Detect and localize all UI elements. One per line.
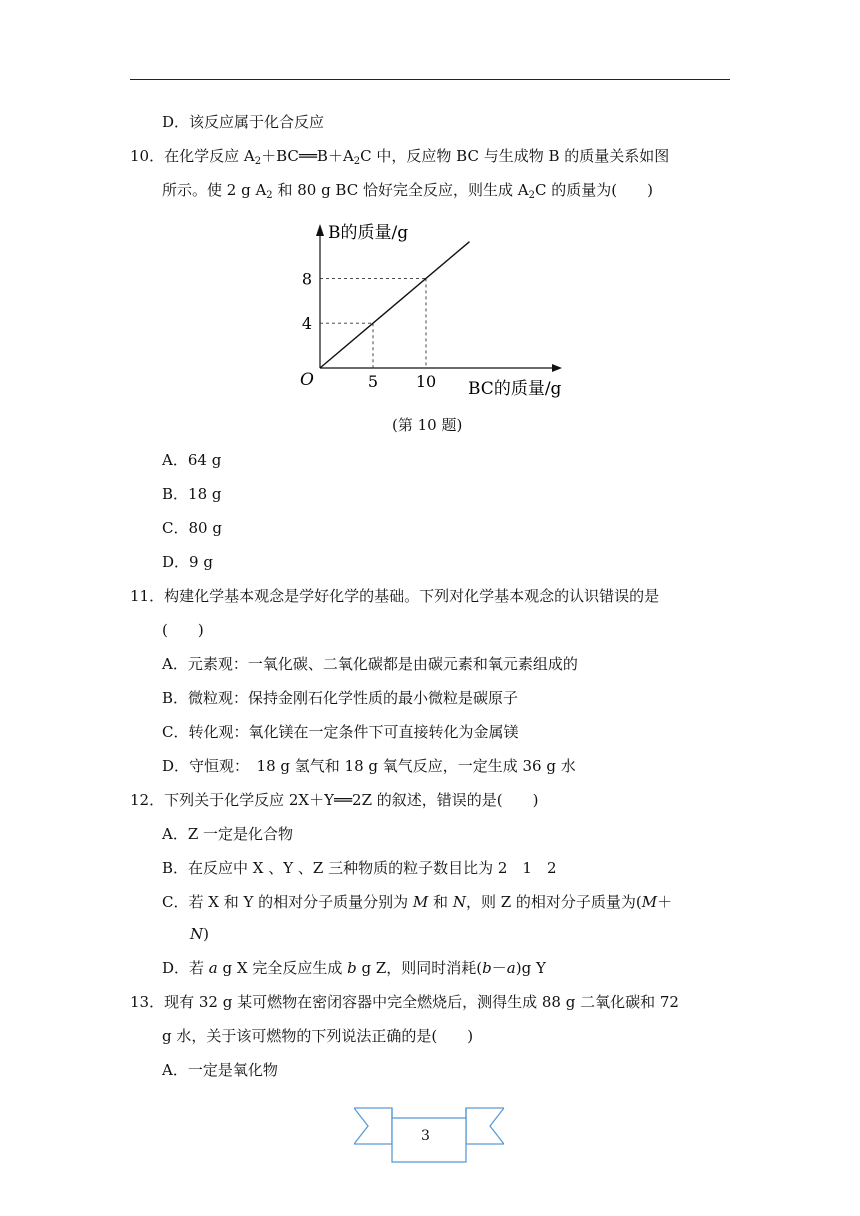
q12-option-b: B．在反应中 X 、Y 、Z 三种物质的粒子数目比为 2 1 2 [162,859,557,877]
q12-option-c-cont: N) [190,925,209,943]
q11-stem: 11．构建化学基本观念是学好化学的基础。下列对化学基本观念的认识错误的是 [130,587,660,605]
q10-mass-chart [290,212,600,407]
q10-option-d: D．9 g [162,553,213,571]
q10-option-c: C．80 g [162,519,222,537]
q13-option-a: A．一定是氧化物 [162,1061,278,1079]
y-tick-label-4: 4 [301,314,312,334]
y-axis-arrow [316,224,324,236]
q10-option-a: A．64 g [162,451,222,469]
q13-stem-cont: g 水，关于该可燃物的下列说法正确的是( ) [162,1027,474,1045]
y-axis-label: B的质量/g [328,223,409,243]
q10-option-b: B．18 g [162,485,222,503]
q10-stem-line1: 10．在化学反应 $A_2+BC══B+A_2C$ 中，反应物 BC 与生成物 B 的质量关系如图 [130,147,670,167]
page-number: 3 [421,1128,430,1144]
x-tick-label-10: 10 [415,372,437,391]
header-rule [130,79,730,80]
y-tick-label-8: 8 [301,269,312,289]
ribbon-left-tail [354,1108,392,1144]
ribbon-right-tail [466,1108,504,1144]
q11-option-a: A．元素观：一氧化碳、二氧化碳都是由碳元素和氧元素组成的 [162,655,578,673]
q11-answer-paren: ( ) [162,621,204,639]
x-tick-label-5: 5 [367,372,379,391]
q13-stem: 13．现有 32 g 某可燃物在密闭容器中完全燃烧后，测得生成 88 g 二氧化碳和 72 [130,993,679,1011]
x-axis-arrow [552,364,562,372]
x-axis-label: BC的质量/g [468,379,562,399]
q10-stem-line2: 所示。使 2 g $A_2$ 和 80 g BC 恰好完全反应，则生成 $A_2C$ 的质量为( ) [162,181,653,201]
q11-option-b: B．微粒观：保持金刚石化学性质的最小微粒是碳原子 [162,689,519,707]
q12-option-c: C．若 X 和 Y 的相对分子质量分别为 M 和 N，则 Z 的相对分子质量为(M＋ [162,893,673,911]
q12-option-d: D．若 a g X 完全反应生成 b g Z，则同时消耗(b－a)g Y [162,959,546,977]
origin-label: O [300,370,314,390]
q12-stem: 12．下列关于化学反应 2X＋Y══2Z 的叙述，错误的是( ) [130,791,539,809]
figure-caption: (第 10 题) [392,416,463,434]
series-line [320,242,469,368]
q12-option-a: A．Z 一定是化合物 [162,825,294,843]
q9-option-d: D．该反应属于化合反应 [162,113,325,131]
q11-option-d: D．守恒观： 18 g 氢气和 18 g 氧气反应，一定生成 36 g 水 [162,757,576,775]
q11-option-c: C．转化观：氧化镁在一定条件下可直接转化为金属镁 [162,723,519,741]
